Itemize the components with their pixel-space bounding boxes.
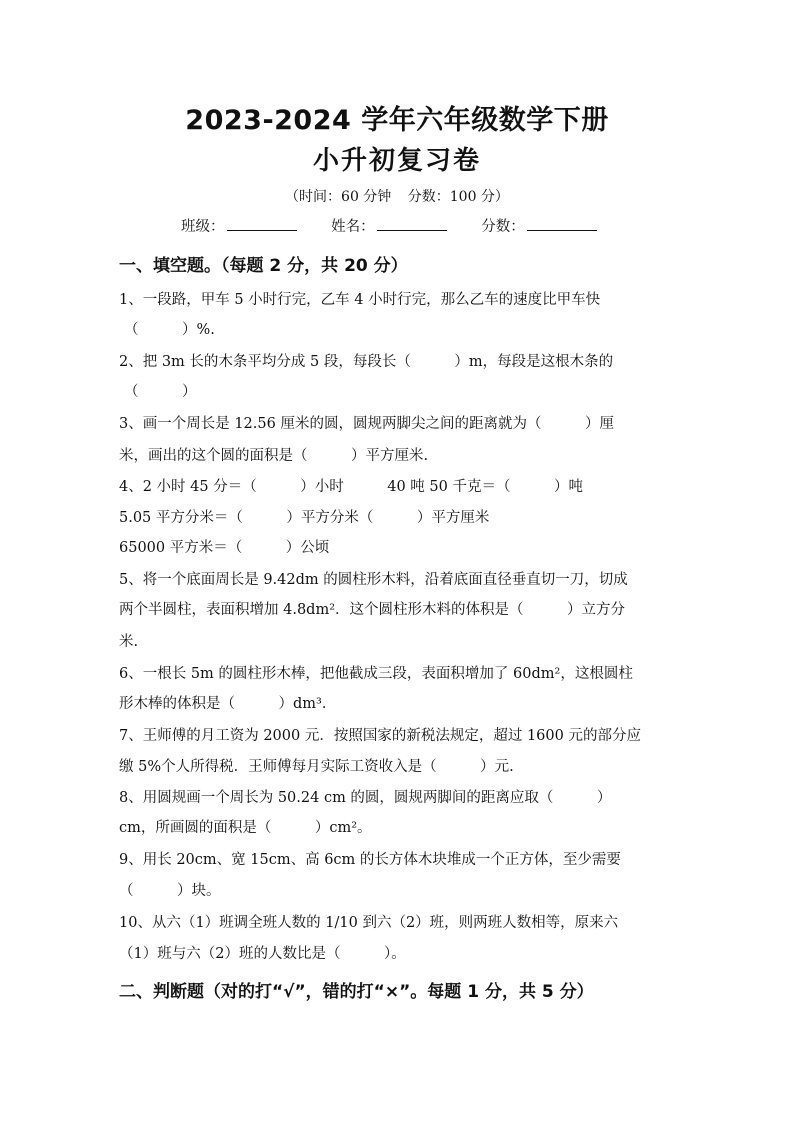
question-10-line-1: 10、从六（1）班调全班人数的 1/10 到六（2）班，则两班人数相等，原来六 xyxy=(119,915,619,931)
total-score: 分数：100 分） xyxy=(407,189,509,205)
question-2-line-1: 2、把 3m 长的木条平均分成 5 段，每段长（ ）m，每段是这根木条的 xyxy=(119,354,614,370)
question-5-line-1: 5、将一个底面周长是 9.42dm 的圆柱形木料，沿着底面直径垂直切一刀，切成 xyxy=(119,572,628,588)
question-8-line-1: 8、用圆规画一个周长为 50.24 cm 的圆，圆规两脚间的距离应取（ ） xyxy=(119,790,612,806)
class-blank[interactable] xyxy=(227,216,297,231)
question-7-line-1: 7、王师傅的月工资为 2000 元．按照国家的新税法规定，超过 1600 元的部分应 xyxy=(119,728,641,744)
question-6-line-2: 形木棒的体积是（ ）dm³． xyxy=(119,696,337,712)
exam-subtitle: 小升初复习卷 xyxy=(312,146,481,176)
name-field xyxy=(331,215,447,236)
question-2-line-2: （ ） xyxy=(124,384,197,400)
question-3-line-2: 米，画出的这个圆的面积是（ ）平方厘米. xyxy=(119,448,429,464)
exam-title: 2023-2024 学年六年级数学下册 xyxy=(185,105,609,136)
score-blank[interactable] xyxy=(527,216,597,231)
question-5-line-2: 两个半圆柱，表面积增加 4.8dm²．这个圆柱形木料的体积是（ ）立方分 xyxy=(119,602,626,618)
question-4-line-1: 4、2 小时 45 分＝（ ）小时 40 吨 50 千克＝（ ）吨 xyxy=(119,479,583,495)
question-5-line-3: 米. xyxy=(119,634,139,650)
time-limit: （时间：60 分钟 xyxy=(285,189,392,205)
section-fill-blank-heading: 一、填空题。（每题 2 分，共 20 分） xyxy=(119,256,408,276)
question-3-line-1: 3、画一个周长是 12.56 厘米的圆，圆规两脚尖之间的距离就为（ ）厘 xyxy=(119,416,614,432)
score-field xyxy=(481,215,597,236)
section-true-false-heading: 二、判断题（对的打“√”，错的打“×”。每题 1 分，共 5 分） xyxy=(119,982,594,1002)
question-9-line-1: 9、用长 20cm、宽 15cm、高 6cm 的长方体木块堆成一个正方体，至少需要 xyxy=(119,852,621,868)
question-6-line-1: 6、一根长 5m 的圆柱形木棒，把他截成三段，表面积增加了 60dm²，这根圆柱 xyxy=(119,666,633,682)
question-7-line-2: 缴 5%个人所得税．王师傅每月实际工资收入是（ ）元. xyxy=(119,759,514,775)
question-4-line-3: 65000 平方米＝（ ）公顷 xyxy=(119,540,330,556)
question-4-line-2: 5.05 平方分米＝（ ）平方分米（ ）平方厘米 xyxy=(119,510,490,526)
exam-meta xyxy=(0,186,794,206)
class-label: 班级： xyxy=(181,219,225,235)
score-label: 分数： xyxy=(481,219,525,235)
name-blank[interactable] xyxy=(377,216,447,231)
question-9-line-2: （ ）块。 xyxy=(119,883,221,899)
question-1-line-1: 1、一段路，甲车 5 小时行完，乙车 4 小时行完，那么乙车的速度比甲车快 xyxy=(119,292,601,308)
class-field xyxy=(181,215,297,236)
student-info xyxy=(181,215,627,236)
question-1-line-2: （ ）%. xyxy=(124,322,215,338)
name-label: 姓名： xyxy=(331,219,375,235)
question-8-line-2: cm，所画圆的面积是（ ）cm²。 xyxy=(119,820,372,836)
question-10-line-2: （1）班与六（2）班的人数比是（ ）。 xyxy=(119,946,406,962)
